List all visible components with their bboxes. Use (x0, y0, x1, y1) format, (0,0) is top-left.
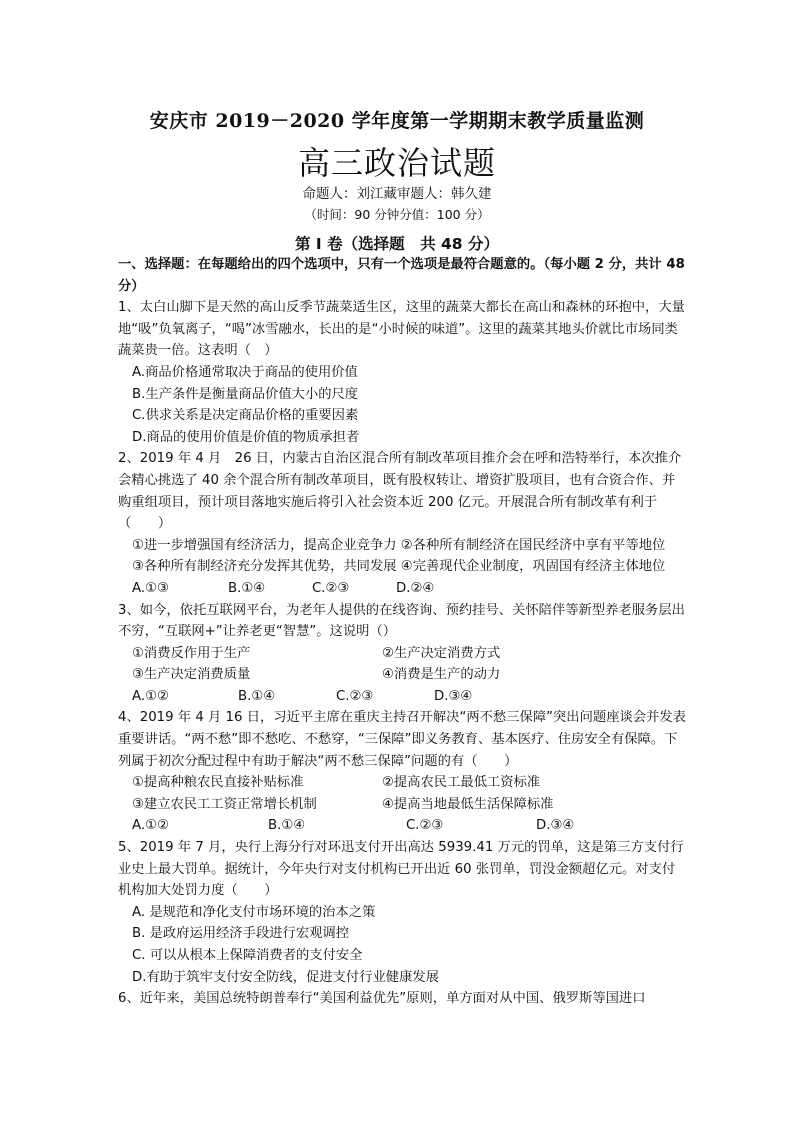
answer-options (118, 815, 686, 837)
answer-b: B.①④ (268, 818, 306, 834)
statement-3: ③建立农民工工资正常增长机制 (132, 796, 317, 812)
question-1 (118, 297, 686, 448)
statement-2: ②提高农民工最低工资标准 (382, 775, 541, 791)
statement-4: ④消费是生产的动力 (382, 667, 501, 683)
option-d: D.有助于筑牢支付安全防线，促进支付行业健康发展 (132, 969, 439, 985)
option-d: D.商品的使用价值是价值的物质承担者 (132, 429, 360, 445)
question-6 (118, 988, 686, 1010)
answer-c: C.②③ (312, 580, 350, 596)
section-instruction: 一、选择题：在每题给出的四个选项中，只有一个选项是最符合题意的。（每小题 2 分，共计 48 分） (118, 257, 685, 294)
statement-line: ③各种所有制经济充分发挥其优势，共同发展 ④完善现代企业制度，巩固国有经济主体地位 (132, 559, 666, 575)
question-4 (118, 707, 686, 837)
option-b: B. 是政府运用经济手段进行宏观调控 (132, 926, 350, 942)
option-a: A.商品价格通常取决于商品的使用价值 (132, 364, 358, 380)
exam-title: 安庆市 2019－2020 学年度第一学期期末教学质量监测 (149, 110, 645, 132)
statement-2: ②生产决定消费方式 (382, 645, 501, 661)
authors-line: 命题人：刘江藏审题人：韩久建 (302, 186, 492, 202)
answer-a: A.①③ (132, 580, 169, 596)
statement-row (118, 643, 686, 665)
statement-row (118, 794, 686, 816)
question-stem: 6、近年来，美国总统特朗普奉行“美国利益优先”原则，单方面对从中国、俄罗斯等国进口 (118, 991, 646, 1007)
statement-row (118, 664, 686, 686)
option-b: B.生产条件是衡量商品价值大小的尺度 (132, 386, 359, 402)
statement-1: ①消费反作用于生产 (132, 645, 251, 661)
statement-line: ①进一步增强国有经济活力，提高企业竞争力 ②各种所有制经济在国民经济中享有平等地位 (132, 537, 666, 553)
statement-1: ①提高种粮农民直接补贴标准 (132, 775, 304, 791)
question-3 (118, 600, 686, 708)
question-area (118, 254, 686, 1010)
question-stem: 3、如今，依托互联网平台，为老年人提供的在线咨询、预约挂号、关怀陪伴等新型养老服务层出不穷，“互联网+”让养老更“智慧”。这说明（） (118, 602, 685, 640)
question-stem: 1、太白山脚下是天然的高山反季节蔬菜适生区，这里的蔬菜大都长在高山和森林的环抱中，大量地“吸”负氧离子，“喝”冰雪融水，长出的是“小时候的味道”。这里的蔬菜其地头价就比市场同类蔬菜贵一倍。这表明（ ） (118, 300, 685, 359)
answer-options (118, 578, 686, 600)
option-a: A. 是规范和净化支付市场环境的治本之策 (132, 904, 376, 920)
option-c: C.供求关系是决定商品价格的重要因素 (132, 408, 359, 424)
answer-options (118, 686, 686, 708)
statement-row (118, 772, 686, 794)
question-stem: 4、2019 年 4 月 16 日，习近平主席在重庆主持召开解决“两不愁三保障”突出问题座谈会并发表重要讲话。“两不愁”即不愁吃、不愁穿，“三保障”即义务教育、基本医疗、住房安全有保障。下列属于初次分配过程中有助于解决“两不愁三保障”问题的有（ ） (118, 710, 686, 769)
option-c: C. 可以从根本上保障消费者的支付安全 (132, 948, 363, 963)
question-stem: 5、2019 年 7 月，央行上海分行对环迅支付开出高达 5939.41 万元的罚单，这是第三方支付行业史上最大罚单。据统计，今年央行对支付机构已开出近 60 张罚单，罚没金额超亿元。对支付机构加大处罚力度（ ） (118, 840, 684, 899)
answer-b: B.①④ (228, 580, 266, 596)
subject-title: 高三政治试题 (297, 144, 496, 182)
question-stem: 2、2019 年 4 月 26 日，内蒙古自治区混合所有制改革项目推介会在呼和浩特举行，本次推介会精心挑选了 40 余个混合所有制改革项目，既有股权转让、增资扩股项目，也有合资合作、并购重组项目，预计项目落地实施后将引入社会资本近 200 亿元。开展混合所有制改革有利于（ ） (118, 451, 682, 532)
answer-c: C.②③ (336, 688, 374, 704)
statement-4: ④提高当地最低生活保障标准 (382, 796, 554, 812)
exam-meta: （时间：90 分钟分值：100 分） (304, 207, 490, 222)
answer-d: D.③④ (434, 688, 473, 704)
statement-3: ③生产决定消费质量 (132, 667, 251, 683)
answer-d: D.③④ (536, 818, 575, 834)
answer-c: C.②③ (406, 818, 444, 834)
section-title: 第 I 卷（选择题 共 48 分） (295, 235, 499, 253)
answer-b: B.①④ (238, 688, 276, 704)
answer-a: A.①② (132, 688, 169, 704)
question-5 (118, 837, 686, 988)
answer-a: A.①② (132, 818, 169, 834)
question-2 (118, 448, 686, 599)
answer-d: D.②④ (396, 580, 435, 596)
